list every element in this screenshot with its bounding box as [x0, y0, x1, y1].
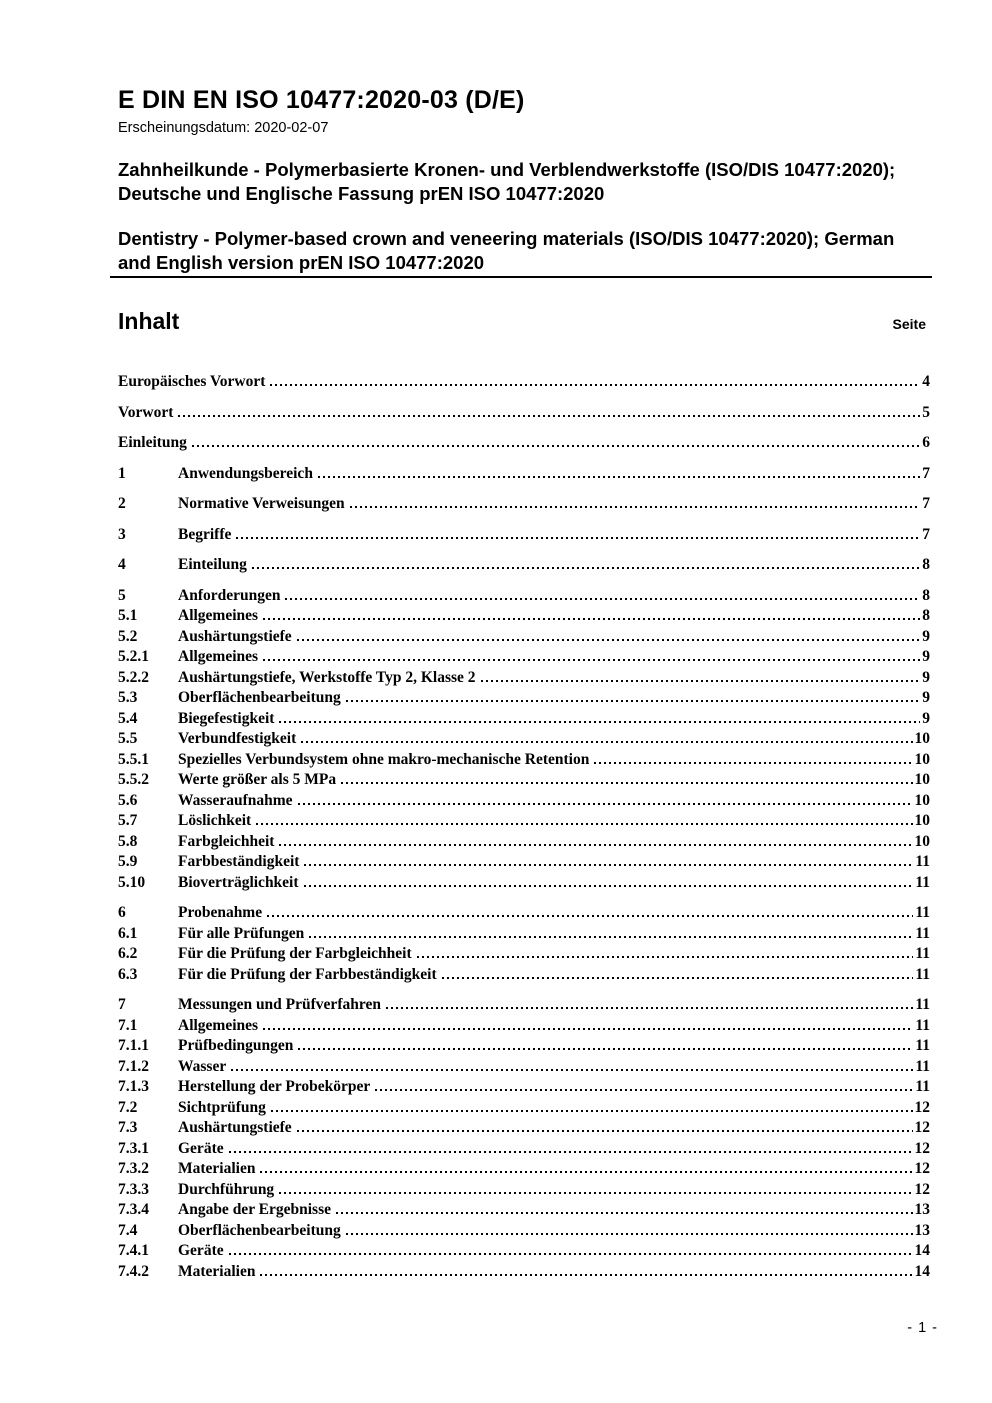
toc-entry-title: Farbgleichheit [178, 832, 275, 850]
toc-entry-number: 5.5 [118, 730, 138, 747]
toc-row [118, 770, 930, 791]
toc-leader-dots [301, 741, 912, 743]
toc-leader-dots [256, 823, 912, 825]
document-designation: E DIN EN ISO 10477:2020-03 (D/E) [118, 86, 525, 114]
toc-row [118, 832, 930, 853]
toc-leader-dots [279, 844, 912, 846]
toc-entry-page: 10 [914, 730, 930, 747]
toc-entry-page: 11 [915, 996, 930, 1013]
toc-entry-page: 11 [915, 1078, 930, 1095]
toc-entry-number: 6.2 [118, 945, 138, 962]
toc-entry-page: 11 [915, 853, 930, 870]
toc-entry-page: 11 [915, 1057, 930, 1075]
toc-entry-page: 9 [922, 648, 930, 665]
toc-entry-page: 12 [914, 1160, 930, 1177]
toc-entry-page: 8 [922, 586, 930, 604]
toc-entry-title: Werte größer als 5 MPa [178, 771, 337, 788]
toc-leader-dots [252, 567, 920, 569]
toc-entry-page: 12 [914, 1098, 930, 1116]
toc-entry-page: 10 [914, 771, 930, 788]
toc-entry-page: 7 [922, 525, 930, 543]
toc-leader-dots [263, 1028, 913, 1030]
toc-entry-page: 8 [922, 607, 930, 624]
toc-leader-dots [417, 956, 914, 958]
toc-entry-page: 11 [915, 904, 930, 921]
toc-entry-number: 7.3.3 [118, 1180, 149, 1198]
toc-entry-page: 10 [914, 832, 930, 850]
toc-row [118, 525, 930, 546]
toc-list [118, 362, 930, 1282]
toc-row [118, 995, 930, 1016]
toc-leader-dots [304, 885, 914, 887]
toc-leader-dots [309, 936, 913, 938]
toc-page-column-label: Seite [892, 316, 926, 332]
toc-row [118, 586, 930, 607]
toc-entry-title: Europäisches Vorwort [118, 373, 266, 390]
toc-entry-title: Normative Verweisungen [178, 495, 345, 512]
toc-entry-title: Begriffe [178, 525, 232, 543]
toc-entry-page: 11 [915, 965, 930, 983]
toc-entry-title: Anforderungen [178, 586, 281, 604]
toc-entry-title: Farbbeständigkeit [178, 853, 300, 870]
toc-entry-title: Aushärtungstiefe, Werkstoffe Typ 2, Klasse 2 [178, 668, 476, 686]
toc-leader-dots [481, 680, 921, 682]
toc-entry-number: 7.3.1 [118, 1139, 149, 1157]
toc-leader-dots [263, 618, 920, 620]
toc-entry-number: 4 [118, 556, 126, 573]
toc-row [118, 555, 930, 576]
toc-leader-dots [346, 700, 921, 702]
toc-row [118, 1221, 930, 1242]
toc-row [118, 1118, 930, 1139]
toc-leader-dots [304, 864, 913, 866]
toc-entry-page: 9 [922, 689, 930, 706]
toc-entry-page: 4 [922, 373, 930, 390]
toc-entry-title: Allgemeines [178, 648, 259, 665]
toc-leader-dots [386, 1007, 913, 1009]
toc-entry-title: Aushärtungstiefe [178, 627, 292, 645]
toc-entry-page: 10 [914, 750, 930, 768]
toc-entry-title: Herstellung der Probekörper [178, 1078, 371, 1095]
toc-row [118, 1262, 930, 1283]
title-english: Dentistry - Polymer-based crown and veneering materials (ISO/DIS 10477:2020); German and English version prEN ISO 10477:2020 [118, 228, 895, 273]
toc-entry-title: Für die Prüfung der Farbbeständigkeit [178, 965, 437, 983]
toc-entry-number: 7.4.2 [118, 1262, 149, 1280]
toc-entry-number: 6.1 [118, 924, 138, 942]
toc-leader-dots [236, 537, 920, 539]
toc-entry-number: 5.10 [118, 873, 146, 891]
toc-entry-title: Aushärtungstiefe [178, 1119, 292, 1136]
toc-row [118, 852, 930, 873]
toc-leader-dots [229, 1253, 913, 1255]
toc-entry-title: Geräte [178, 1242, 224, 1259]
toc-leader-dots [263, 659, 920, 661]
toc-row [118, 464, 930, 485]
toc-entry-title: Vorwort [118, 403, 174, 421]
toc-entry-title: Probenahme [178, 904, 263, 921]
title-german: Zahnheilkunde - Polymerbasierte Kronen- und Verblendwerkstoffe (ISO/DIS 10477:2020); Deutsche und Englische Fassung prEN ISO 10477:2020 [118, 159, 896, 204]
toc-entry-page: 11 [915, 873, 930, 891]
toc-entry-page: 14 [914, 1262, 930, 1280]
toc-leader-dots [298, 803, 913, 805]
title-separator-rule [110, 276, 932, 278]
toc-entry-number: 7.3 [118, 1119, 138, 1136]
toc-entry-page: 11 [915, 1037, 930, 1054]
toc-entry-number: 2 [118, 495, 126, 512]
toc-leader-dots [375, 1089, 913, 1091]
toc-heading: Inhalt [118, 308, 180, 334]
toc-entry-title: Durchführung [178, 1180, 275, 1198]
toc-entry-page: 6 [922, 434, 930, 451]
toc-row [118, 647, 930, 668]
toc-entry-page: 9 [922, 627, 930, 645]
toc-entry-title: Löslichkeit [178, 812, 252, 829]
toc-entry-title: Geräte [178, 1139, 224, 1157]
toc-entry-page: 11 [915, 1016, 930, 1034]
toc-row [118, 791, 930, 812]
toc-leader-dots [270, 384, 920, 386]
toc-entry-title: Materialien [178, 1262, 256, 1280]
toc-entry-page: 9 [922, 709, 930, 727]
toc-entry-number: 7.4 [118, 1221, 138, 1239]
toc-leader-dots [229, 1151, 913, 1153]
toc-entry-number: 6 [118, 904, 126, 921]
toc-entry-number: 7.1.3 [118, 1078, 149, 1095]
toc-entry-page: 10 [914, 791, 930, 809]
toc-entry-number: 5.5.1 [118, 750, 149, 768]
toc-entry-page: 9 [922, 668, 930, 686]
toc-entry-page: 8 [922, 556, 930, 573]
toc-entry-number: 5.5.2 [118, 771, 149, 788]
toc-leader-dots [442, 977, 914, 979]
toc-row [118, 750, 930, 771]
toc-entry-title: Spezielles Verbundsystem ohne makro-mechanische Retention [178, 750, 590, 768]
toc-leader-dots [298, 1048, 913, 1050]
toc-row [118, 873, 930, 894]
toc-entry-number: 5.4 [118, 709, 138, 727]
toc-leader-dots [285, 598, 920, 600]
toc-row [118, 1016, 930, 1037]
toc-entry-number: 7.1.1 [118, 1037, 149, 1054]
toc-entry-number: 5.2.2 [118, 668, 149, 686]
toc-header [118, 308, 926, 335]
toc-row [118, 811, 930, 832]
toc-entry-page: 12 [914, 1119, 930, 1136]
toc-entry-number: 7.4.1 [118, 1242, 149, 1259]
toc-entry-number: 7.1 [118, 1016, 138, 1034]
toc-entry-title: Verbundfestigkeit [178, 730, 297, 747]
toc-entry-number: 5.2.1 [118, 648, 149, 665]
toc-entry-page: 12 [914, 1139, 930, 1157]
toc-row [118, 1077, 930, 1098]
toc-entry-title: Wasser [178, 1057, 227, 1075]
toc-row [118, 627, 930, 648]
toc-row [118, 709, 930, 730]
toc-entry-page: 11 [915, 924, 930, 942]
toc-row [118, 688, 930, 709]
toc-entry-number: 5.8 [118, 832, 138, 850]
toc-entry-title: Anwendungsbereich [178, 464, 313, 482]
toc-entry-number: 5.9 [118, 853, 138, 870]
toc-leader-dots [346, 1233, 913, 1235]
toc-row [118, 1200, 930, 1221]
toc-row [118, 606, 930, 627]
toc-leader-dots [231, 1069, 913, 1071]
toc-entry-number: 7.1.2 [118, 1057, 149, 1075]
publication-date: Erscheinungsdatum: 2020-02-07 [118, 120, 329, 136]
toc-row [118, 1139, 930, 1160]
toc-leader-dots [279, 721, 920, 723]
toc-entry-title: Materialien [178, 1160, 256, 1177]
toc-entry-title: Bioverträglichkeit [178, 873, 299, 891]
toc-entry-number: 5.6 [118, 791, 138, 809]
toc-entry-page: 14 [914, 1242, 930, 1259]
toc-entry-number: 7.3.2 [118, 1160, 149, 1177]
toc-entry-title: Wasseraufnahme [178, 791, 293, 809]
toc-leader-dots [297, 639, 921, 641]
toc-entry-title: Für alle Prüfungen [178, 924, 305, 942]
page-number-footer: - 1 - [907, 1320, 938, 1336]
toc-leader-dots [279, 1192, 912, 1194]
toc-entry-title: Für die Prüfung der Farbgleichheit [178, 945, 412, 962]
toc-entry-number: 5 [118, 586, 126, 604]
toc-row [118, 965, 930, 986]
toc-entry-page: 13 [914, 1201, 930, 1218]
toc-entry-number: 1 [118, 464, 126, 482]
toc-row [118, 1036, 930, 1057]
toc-row [118, 403, 930, 424]
toc-leader-dots [318, 476, 920, 478]
toc-leader-dots [192, 445, 920, 447]
toc-entry-title: Oberflächenbearbeitung [178, 1221, 341, 1239]
toc-row [118, 903, 930, 924]
toc-entry-page: 7 [922, 464, 930, 482]
toc-entry-title: Sichtprüfung [178, 1098, 266, 1116]
toc-leader-dots [178, 415, 920, 417]
toc-row [118, 1159, 930, 1180]
toc-entry-page: 7 [922, 495, 930, 512]
toc-entry-number: 7 [118, 996, 126, 1013]
toc-row [118, 494, 930, 515]
toc-entry-title: Prüfbedingungen [178, 1037, 294, 1054]
toc-entry-number: 5.7 [118, 812, 138, 829]
toc-entry-number: 7.3.4 [118, 1201, 149, 1218]
toc-leader-dots [594, 762, 912, 764]
toc-leader-dots [260, 1274, 912, 1276]
toc-leader-dots [341, 782, 912, 784]
toc-row [118, 924, 930, 945]
toc-leader-dots [267, 915, 913, 917]
toc-entry-number: 3 [118, 525, 126, 543]
toc-entry-title: Einleitung [118, 434, 187, 451]
toc-leader-dots [271, 1110, 913, 1112]
toc-entry-title: Oberflächenbearbeitung [178, 689, 341, 706]
toc-entry-page: 10 [914, 812, 930, 829]
toc-entry-title: Angabe der Ergebnisse [178, 1201, 332, 1218]
toc-entry-title: Biegefestigkeit [178, 709, 275, 727]
toc-entry-title: Allgemeines [178, 1016, 259, 1034]
toc-row [118, 433, 930, 454]
toc-entry-number: 5.1 [118, 607, 138, 624]
toc-leader-dots [336, 1212, 912, 1214]
toc-entry-page: 12 [914, 1180, 930, 1198]
toc-entry-number: 5.3 [118, 689, 138, 706]
toc-entry-number: 5.2 [118, 627, 138, 645]
toc-entry-page: 11 [915, 945, 930, 962]
toc-entry-number: 7.2 [118, 1098, 138, 1116]
toc-entry-title: Allgemeines [178, 607, 259, 624]
toc-row [118, 944, 930, 965]
toc-leader-dots [297, 1130, 913, 1132]
toc-row [118, 1098, 930, 1119]
toc-entry-number: 6.3 [118, 965, 138, 983]
toc-row [118, 1180, 930, 1201]
toc-leader-dots [260, 1171, 912, 1173]
toc-row [118, 372, 930, 393]
toc-entry-page: 13 [914, 1221, 930, 1239]
toc-entry-page: 5 [922, 403, 930, 421]
toc-row [118, 1241, 930, 1262]
toc-entry-title: Messungen und Prüfverfahren [178, 996, 381, 1013]
toc-row [118, 729, 930, 750]
toc-row [118, 668, 930, 689]
toc-entry-title: Einteilung [178, 556, 247, 573]
toc-leader-dots [350, 506, 921, 508]
toc-row [118, 1057, 930, 1078]
